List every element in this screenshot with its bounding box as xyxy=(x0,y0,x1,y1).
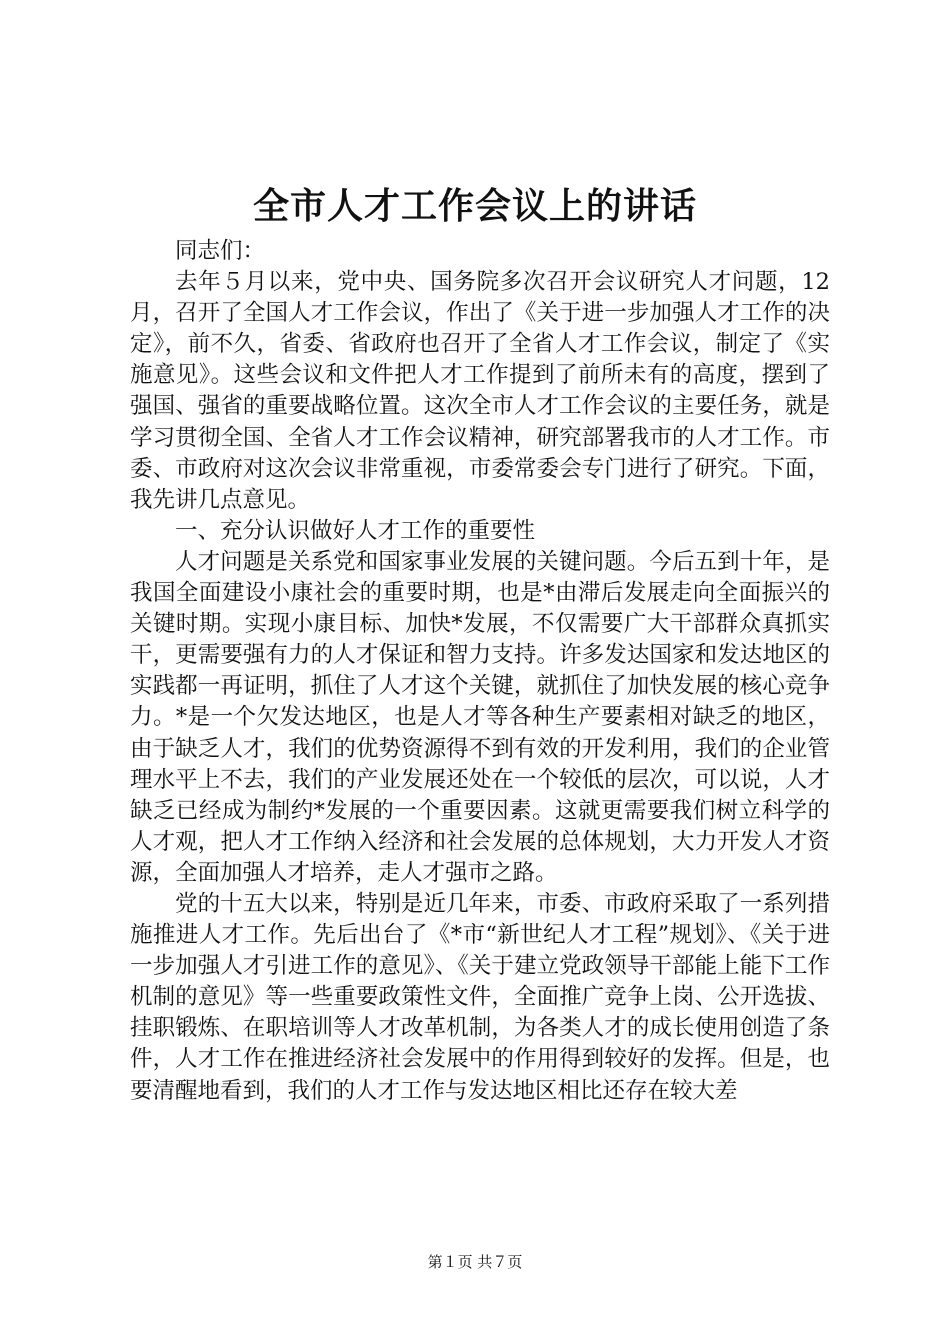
section-heading: 一、充分认识做好人才工作的重要性 xyxy=(175,517,536,544)
body-paragraph: 人才问题是关系党和国家事业发展的关键问题。今后五到十年，是我国全面建设小康社会的重要时期，也是*由滞后发展走向全面振兴的关键时期。实现小康目标、加快*发展，不仅需要广大干部群众真抓实干，更需要强有力的人才保证和智力支持。许多发达国家和发达地区的实践都一再证明，抓住了人才这个关键，就抓住了加快发展的核心竞争力。*是一个欠发达地区，也是人才等各种生产要素相对缺乏的地区，由于缺乏人才，我们的优势资源得不到有效的开发利用，我们的企业管理水平上不去，我们的产业发展还处在一个较低的层次，可以说，人才缺乏已经成为制约*发展的一个重要因素。这就更需要我们树立科学的人才观，把人才工作纳入经济和社会发展的总体规划，大力开发人才资源，全面加强人才培养，走人才强市之路。 xyxy=(130,548,830,886)
salutation-paragraph: 同志们： xyxy=(175,238,266,264)
document-body xyxy=(130,236,830,1107)
page-number-footer: 第１页 共７页 xyxy=(427,1253,523,1271)
body-paragraph: 党的十五大以来，特别是近几年来，市委、市政府采取了一系列措施推进人才工作。先后出台了《*市“新世纪人才工程”规划》、《关于进一步加强人才引进工作的意见》、《关于建立党政领导干部能上能下工作机制的意见》等一些重要政策性文件，全面推广竞争上岗、公开选拔、挂职锻炼、在职培训等人才改革机制，为各类人才的成长使用创造了条件，人才工作在推进经济社会发展中的作用得到较好的发挥。但是，也要清醒地看到，我们的人才工作与发达地区相比还存在较大差 xyxy=(130,890,830,1104)
document-title: 全市人才工作会议上的讲话 xyxy=(252,185,697,227)
intro-paragraph: 去年５月以来，党中央、国务院多次召开会议研究人才问题，12月，召开了全国人才工作会议，作出了《关于进一步加强人才工作的决定》，前不久，省委、省政府也召开了全省人才工作会议，制定了《实施意见》。这些会议和文件把人才工作提到了前所未有的高度，摆到了强国、强省的重要战略位置。这次全市人才工作会议的主要任务，就是学习贯彻全国、全省人才工作会议精神，研究部署我市的人才工作。市委、市政府对这次会议非常重视，市委常委会专门进行了研究。下面，我先讲几点意见。 xyxy=(130,269,830,513)
